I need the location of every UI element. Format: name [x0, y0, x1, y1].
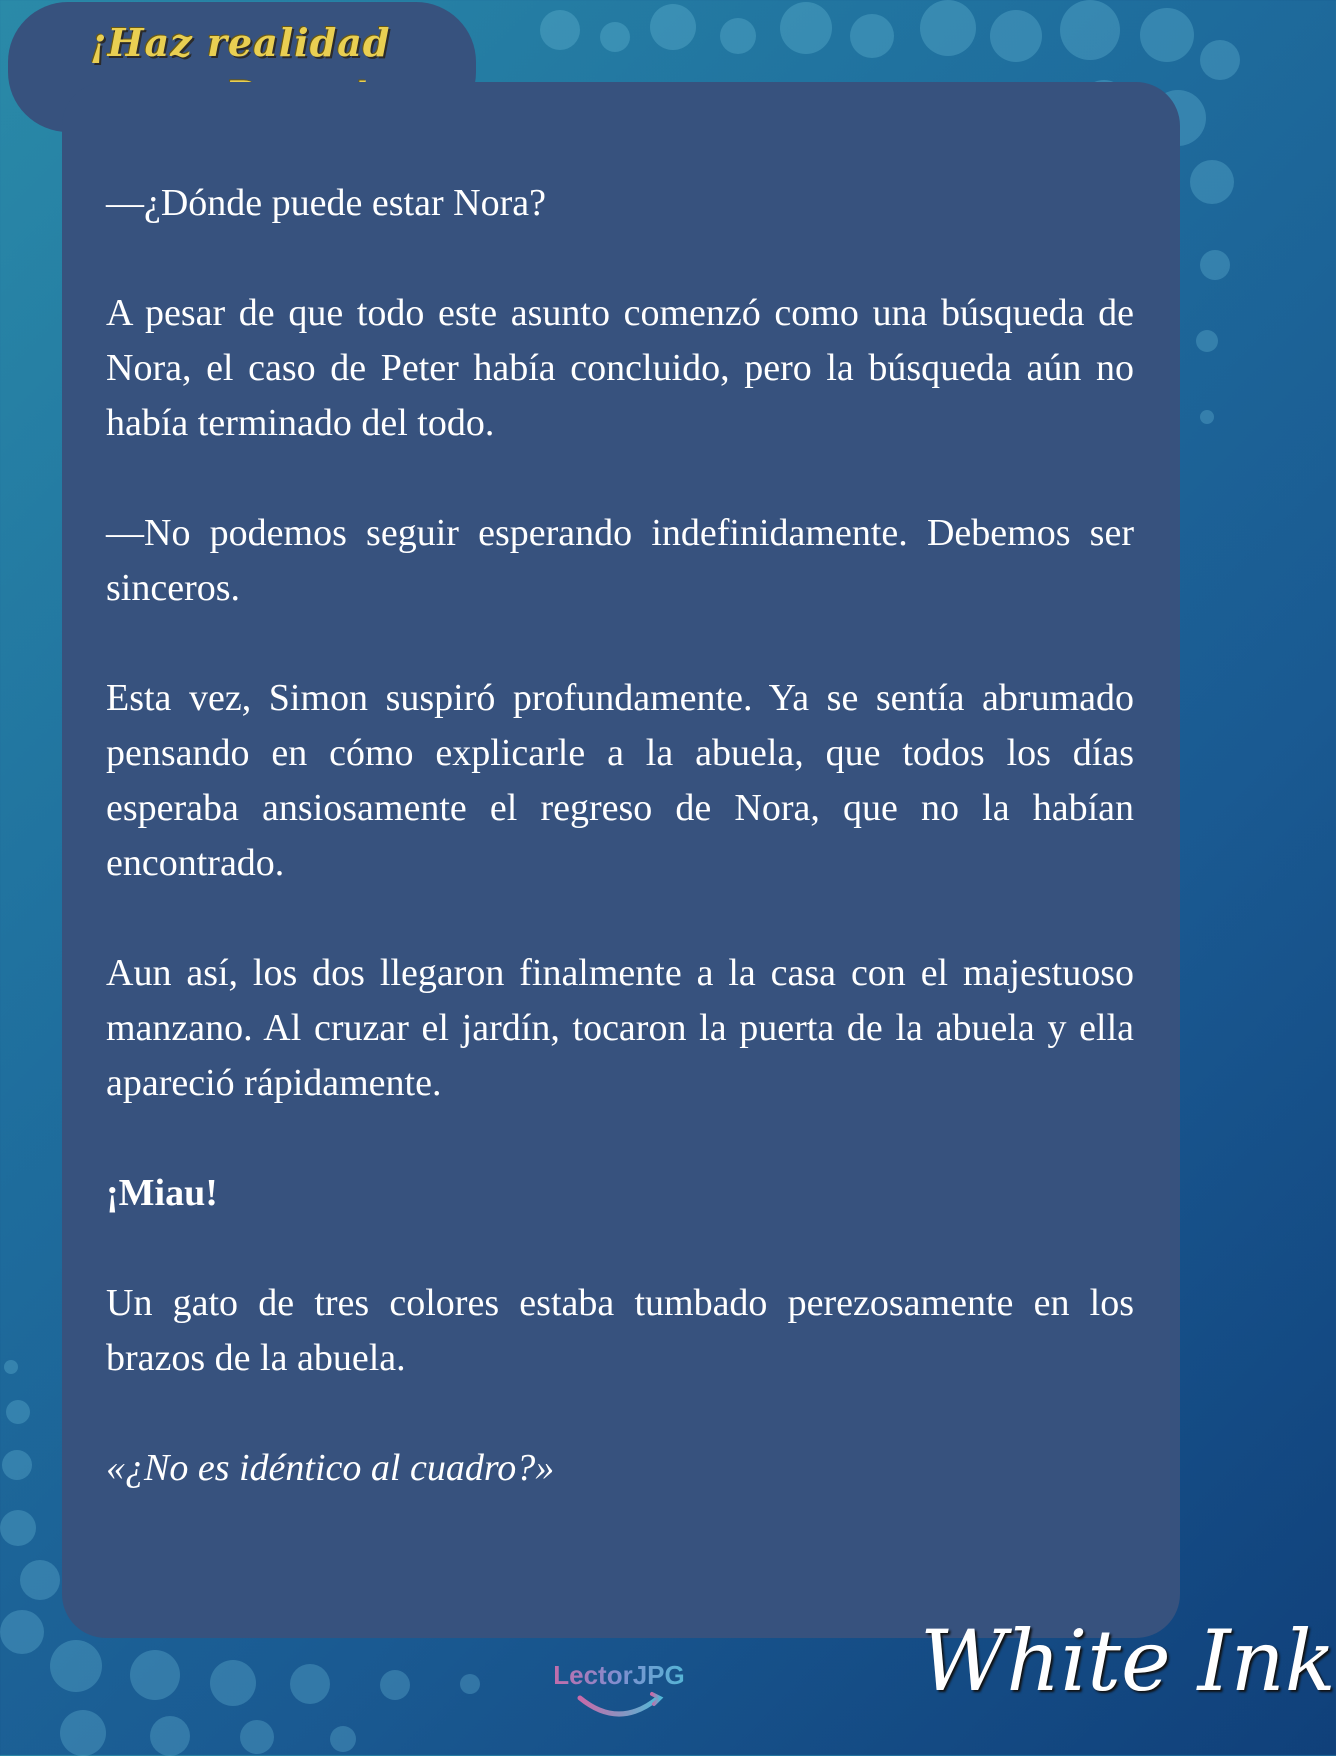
paragraph: —¿Dónde puede estar Nora?: [106, 182, 546, 224]
story-text: [106, 176, 1134, 1551]
paragraph: Aun así, los dos llegaron finalmente a la casa con el majestuoso manzano. Al cruzar el jardín, tocaron la puerta de la abuela y ella apareció rápidamente.: [106, 952, 1134, 1104]
watermark-text: LectorJPG: [548, 1660, 690, 1691]
paragraph: —No podemos seguir esperando indefinidamente. Debemos ser sinceros.: [106, 512, 1134, 609]
paragraph: A pesar de que todo este asunto comenzó como una búsqueda de Nora, el caso de Peter había concluido, pero la búsqueda aún no había terminado del todo.: [106, 292, 1134, 444]
signature: White Ink: [920, 1612, 1336, 1710]
paragraph-italic: «¿No es idéntico al cuadro?»: [106, 1447, 555, 1489]
watermark: [548, 1660, 690, 1732]
logo-line-1: ¡Haz realidad: [90, 20, 391, 65]
paragraph-bold: ¡Miau!: [106, 1172, 218, 1214]
smile-icon: [548, 1690, 690, 1740]
paragraph: Esta vez, Simon suspiró profundamente. Ya se sentía abrumado pensando en cómo explicarle a la abuela, que todos los días esperaba ansiosamente el regreso de Nora, que no la habían encontrado.: [106, 677, 1134, 884]
paragraph: Un gato de tres colores estaba tumbado perezosamente en los brazos de la abuela.: [106, 1282, 1134, 1379]
